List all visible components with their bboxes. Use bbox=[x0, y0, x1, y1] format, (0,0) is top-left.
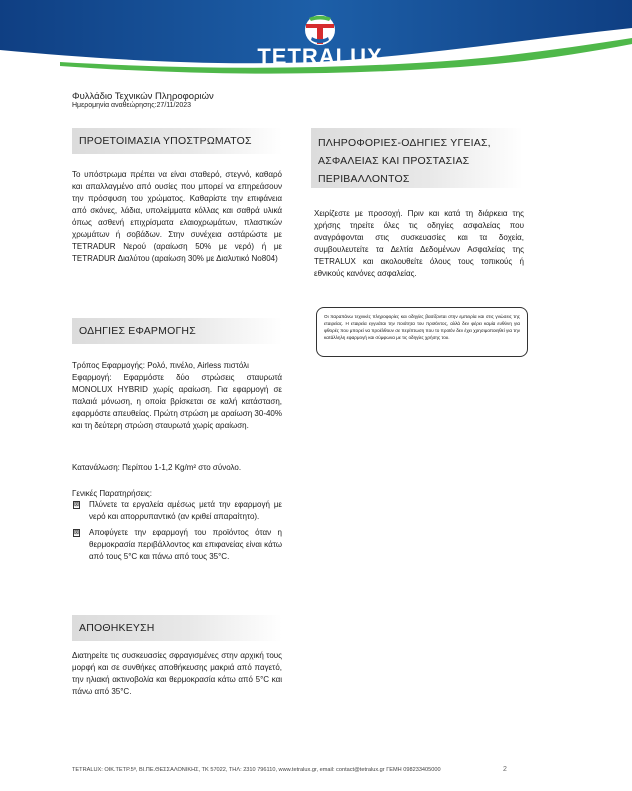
remarks-title: Γενικές Παρατηρήσεις: bbox=[72, 489, 152, 498]
remarks-list bbox=[72, 499, 282, 567]
remark-item bbox=[72, 527, 282, 563]
preparation-text bbox=[72, 169, 282, 265]
application-method: Τρόπος Εφαρμογής: Ρολό, πινέλο, Airless πιστόλι bbox=[72, 361, 249, 370]
document-title: Φυλλάδιο Τεχνικών Πληροφοριών bbox=[72, 91, 214, 102]
checkbox-bullet-icon: ⊠ bbox=[74, 502, 80, 508]
remark-item bbox=[72, 499, 282, 523]
checkbox-bullet-icon: ⊠ bbox=[74, 530, 80, 536]
safety-text bbox=[314, 208, 524, 280]
disclaimer-notice: Οι παραπάνω τεχνικές πληροφορίες και οδηγίες βασίζονται στην εμπειρία και στις γνώσεις της εταιρείας. Η εταιρεία εγγυάται την ποιότητα του προϊόντος, αλλά δεν φέρει καμία ευθύνη για φθορές που μπορεί να προέλθουν σε περίπτωση που το προϊόν δεν έχει χρησιμοποιηθεί για την κατάλληλη εφαρμογή και σύμφωνα με τις οδηγίες χρήσης του. bbox=[316, 307, 528, 357]
logo-emblem-icon bbox=[236, 14, 404, 46]
preparation-paragraph: Το υπόστρωμα πρέπει να είναι σταθερό, στεγνό, καθαρό και απαλλαγμένο από ουσίες που μπορεί να επηρεάσουν την πρόσφυση του χρώματος. Καθαρίστε την επιφάνεια από σκόνες, λάδια, υπολείμματα κόλλας και σαθρά υλικά όπως ασθενή επιχρίσματα ελαιοχρωμάτων, πλαστικών χρωμάτων ή σοβάδων. Στην συνέχεια αστάρώστε με TETRADUR Νερού (αραίωση 50% με νερό) ή με TETRADUR Διαλύτου (αραίωση 30% με Διαλυτικό Νο804) bbox=[72, 170, 282, 263]
brand-wordmark: TETRALUX bbox=[257, 44, 383, 69]
storage-paragraph: Διατηρείτε τις συσκευασίες σφραγισμένες στην αρχική τους μορφή και σε συνθήκες αποθήκευσης μακριά από παγετό, την ηλιακή ακτινοβολία και θερμοκρασία κάτω από 5°C και πάνω από 35°C. bbox=[72, 651, 282, 696]
application-text bbox=[72, 360, 282, 432]
tetralux-logo bbox=[236, 14, 404, 72]
header-banner bbox=[0, 0, 632, 80]
consumption-text: Κατανάλωση: Περίπου 1-1,2 Kg/m² στο σύνολο. bbox=[72, 463, 242, 472]
storage-heading: ΑΠΟΘΗΚΕΥΣΗ bbox=[72, 615, 282, 641]
page-number: 2 bbox=[503, 766, 507, 773]
safety-heading: ΠΛΗΡΟΦΟΡΙΕΣ-ΟΔΗΓΙΕΣ ΥΓΕΙΑΣ, ΑΣΦΑΛΕΙΑΣ ΚΑΙ ΠΡΟΣΤΑΣΙΑΣ ΠΕΡΙΒΑΛΛΟΝΤΟΣ bbox=[311, 128, 523, 188]
storage-text bbox=[72, 650, 282, 698]
safety-paragraph: Χειρίζεστε με προσοχή. Πριν και κατά τη διάρκεια της χρήσης τηρείτε όλες τις οδηγίες ασφαλείας που αναγράφονται στις συσκευασίες και τα δοχεία, συμβουλευτείτε τα Δελτία Δεδομένων Ασφαλείας της TETRALUX και ακολουθείτε όλους τους τοπικούς ή εθνικούς κανόνες ασφαλείας. bbox=[314, 209, 524, 278]
remark-text: Πλύνετε τα εργαλεία αμέσως μετά την εφαρμογή με νερό και απορρυπαντικό (αν κριθεί απαραίτητο). bbox=[89, 500, 282, 521]
application-instructions: Εφαρμογή: Εφαρμόστε δύο στρώσεις σταυρωτά MONOLUX HYBRID χωρίς αραίωση. Για εφαρμογή σε παλαιά μόνωση, η οποία βρίσκεται σε καλή κατάσταση, εφαρμόστε απευθείας. Πρώτη στρώση με αραίωση 30-40% και τη δεύτερη στρώση σταυρωτά χωρίς αραίωση. bbox=[72, 373, 282, 430]
revision-date: Ημερομηνία αναθεώρησης:27/11/2023 bbox=[72, 102, 192, 109]
remark-text: Αποφύγετε την εφαρμογή του προϊόντος όταν η θερμοκρασία περιβάλλοντος και επιφανείας είναι κάτω από τους 5°C και πάνω από τους 35°C. bbox=[89, 528, 282, 561]
application-heading: ΟΔΗΓΙΕΣ ΕΦΑΡΜΟΓΗΣ bbox=[72, 318, 282, 344]
footer-company-info: TETRALUX: ΟΙΚ.ΤΕΤΡ.5ª, ΒΙ.ΠΕ.ΘΕΣΣΑΛΟΝΙΚΗΣ, ΤΚ 57022, ΤΗΛ: 2310 796110, www.tetralux.gr, email: contact@tetralux.gr ΓΕΜΗ 098233405000 bbox=[72, 767, 441, 773]
preparation-heading: ΠΡΟΕΤΟΙΜΑΣΙΑ ΥΠΟΣΤΡΩΜΑΤΟΣ bbox=[72, 128, 282, 154]
